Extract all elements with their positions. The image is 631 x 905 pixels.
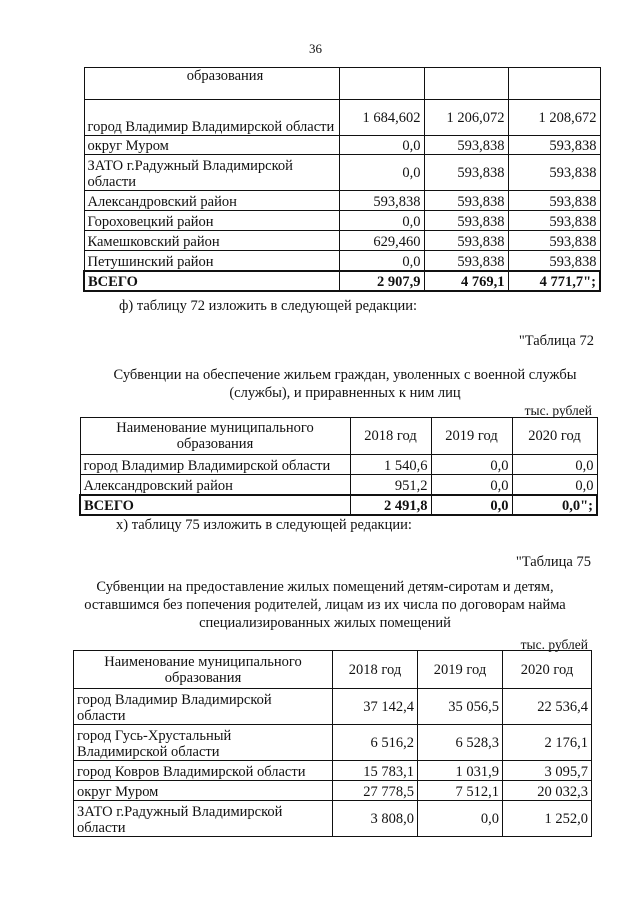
row-name-line1: город Гусь-Хрустальный: [77, 728, 232, 744]
row-name-line2: Владимирской области: [77, 744, 220, 760]
table-72-ref: "Таблица 72: [518, 333, 594, 349]
header-name: [80, 418, 350, 455]
table-row: [74, 761, 592, 781]
row-name-line1: ЗАТО г.Радужный Владимирской: [77, 804, 283, 820]
total-row: [80, 495, 597, 515]
value-2018: 37 142,4: [333, 689, 418, 725]
header-name-line2: образования: [176, 436, 254, 452]
value-2018: 0,0: [339, 251, 424, 271]
total-2019: 4 769,1: [424, 271, 508, 291]
header-name-cell: образования: [84, 68, 339, 100]
row-name-line2: области: [77, 708, 126, 724]
table-72: [79, 417, 598, 516]
table-75-title: [40, 578, 610, 632]
total-2018: 2 907,9: [339, 271, 424, 291]
table-72-title-line1: Субвенции на обеспечение жильем граждан, уволенных с военной службы: [113, 367, 577, 383]
value-2019: 593,838: [424, 231, 508, 251]
table-row: [74, 689, 592, 725]
value-2020: 593,838: [508, 251, 600, 271]
value-2020: 593,838: [508, 231, 600, 251]
row-name: [74, 689, 333, 725]
value-2018: 3 808,0: [333, 801, 418, 837]
header-name-line1: Наименование муниципального: [116, 420, 314, 436]
row-name: Александровский район: [80, 475, 350, 495]
total-row: [84, 271, 600, 291]
total-2020: 0,0";: [512, 495, 597, 515]
value-2019: 6 528,3: [418, 725, 503, 761]
table-75-title-line3: специализированных жилых помещений: [199, 615, 451, 631]
value-2020: 593,838: [508, 191, 600, 211]
value-2019: 593,838: [424, 251, 508, 271]
header-cell: [424, 68, 508, 100]
table-75-title-line2: оставшимся без попечения родителей, лицам из их числа по договорам найма: [84, 597, 566, 613]
header-2019: 2019 год: [418, 651, 503, 689]
row-name: город Ковров Владимирской области: [74, 761, 333, 781]
table-row: [74, 801, 592, 837]
row-name-line2: области: [77, 820, 126, 836]
table-72-units: тыс. рублей: [524, 403, 592, 418]
value-2020: 1 252,0: [503, 801, 592, 837]
table-row: [80, 475, 597, 495]
value-2019: 0,0: [431, 455, 512, 475]
value-2020: 0,0: [512, 455, 597, 475]
instruction-h: х) таблицу 75 изложить в следующей редакции:: [116, 517, 412, 533]
value-2019: 0,0: [418, 801, 503, 837]
value-2019: 593,838: [424, 155, 508, 191]
header-cell: [508, 68, 600, 100]
value-2018: 1 540,6: [350, 455, 431, 475]
total-label: ВСЕГО: [84, 271, 339, 291]
value-2020: 2 176,1: [503, 725, 592, 761]
row-name: округ Муром: [84, 136, 339, 155]
value-2020: 593,838: [508, 155, 600, 191]
table-row: [80, 455, 597, 475]
row-name: Гороховецкий район: [84, 211, 339, 231]
table-row: [74, 725, 592, 761]
table-72-title-line2: (службы), и приравненных к ним лиц: [229, 385, 461, 401]
table-75-ref: "Таблица 75: [515, 554, 591, 570]
table-row: [84, 136, 600, 155]
value-2018: 15 783,1: [333, 761, 418, 781]
row-name: Александровский район: [84, 191, 339, 211]
row-name: Камешковский район: [84, 231, 339, 251]
row-name: город Владимир Владимирской области: [80, 455, 350, 475]
value-2018: 1 684,602: [339, 100, 424, 136]
header-2019: 2019 год: [431, 418, 512, 455]
total-label: ВСЕГО: [80, 495, 350, 515]
value-2019: 1 206,072: [424, 100, 508, 136]
table-row: [84, 231, 600, 251]
table-header-row: [84, 68, 600, 100]
table-row: [84, 100, 600, 136]
value-2018: 6 516,2: [333, 725, 418, 761]
total-2018: 2 491,8: [350, 495, 431, 515]
page-number: 36: [309, 41, 322, 56]
value-2019: 593,838: [424, 136, 508, 155]
header-2020: 2020 год: [512, 418, 597, 455]
header-2018: 2018 год: [350, 418, 431, 455]
value-2019: 1 031,9: [418, 761, 503, 781]
row-name: Петушинский район: [84, 251, 339, 271]
header-cell: [339, 68, 424, 100]
table-75: [73, 650, 592, 837]
table-header-row: [74, 651, 592, 689]
header-name-line1: Наименование муниципального: [104, 653, 302, 670]
value-2020: 593,838: [508, 136, 600, 155]
value-2019: 593,838: [424, 211, 508, 231]
value-2020: 20 032,3: [503, 781, 592, 801]
value-2019: 7 512,1: [418, 781, 503, 801]
value-2020: 1 208,672: [508, 100, 600, 136]
value-2018: 593,838: [339, 191, 424, 211]
row-name: округ Муром: [74, 781, 333, 801]
header-2020: 2020 год: [503, 651, 592, 689]
value-2019: 0,0: [431, 475, 512, 495]
value-2018: 0,0: [339, 211, 424, 231]
row-name-line1: город Владимир Владимирской: [77, 692, 272, 708]
value-2018: 27 778,5: [333, 781, 418, 801]
table-header-row: [80, 418, 597, 455]
value-2020: 22 536,4: [503, 689, 592, 725]
value-2020: 3 095,7: [503, 761, 592, 781]
table-row: [74, 781, 592, 801]
table-row: [84, 211, 600, 231]
row-name: [74, 801, 333, 837]
total-2020: 4 771,7";: [508, 271, 600, 291]
instruction-f: ф) таблицу 72 изложить в следующей редакции:: [119, 298, 418, 314]
value-2018: 629,460: [339, 231, 424, 251]
total-2019: 0,0: [431, 495, 512, 515]
value-2019: 593,838: [424, 191, 508, 211]
row-name: ЗАТО г.Радужный Владимирской области: [84, 155, 339, 191]
value-2018: 0,0: [339, 136, 424, 155]
table-75-units: тыс. рублей: [520, 637, 588, 652]
row-name: [74, 725, 333, 761]
table-row: [84, 155, 600, 191]
row-name: город Владимир Владимирской области: [84, 100, 339, 136]
table-72-title: [60, 366, 630, 402]
value-2020: 593,838: [508, 211, 600, 231]
value-2018: 0,0: [339, 155, 424, 191]
table-row: [84, 191, 600, 211]
table-75-title-line1: Субвенции на предоставление жилых помещений детям-сиротам и детям,: [96, 579, 554, 595]
value-2020: 0,0: [512, 475, 597, 495]
header-2018: 2018 год: [333, 651, 418, 689]
header-name: [74, 651, 333, 689]
table-continuation: [83, 67, 601, 292]
table-row: [84, 251, 600, 271]
value-2018: 951,2: [350, 475, 431, 495]
header-name-line2: образования: [164, 669, 242, 686]
value-2019: 35 056,5: [418, 689, 503, 725]
